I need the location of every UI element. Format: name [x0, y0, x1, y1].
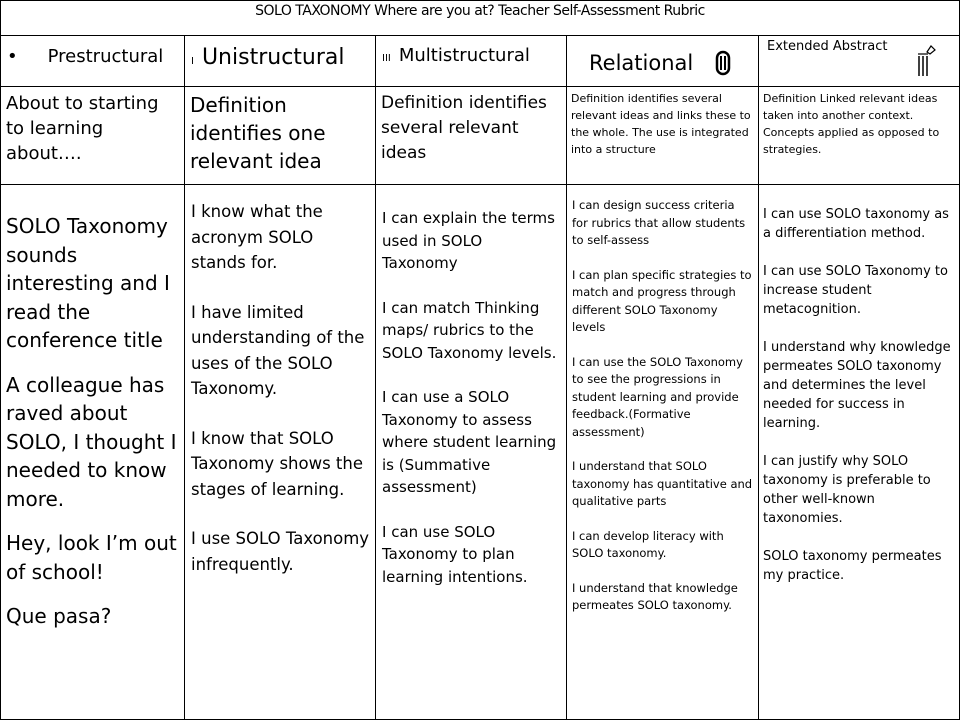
statement-item: SOLO taxonomy permeates my practice. [763, 549, 942, 583]
bullet-icon: • [7, 46, 18, 67]
statements-unistructural [184, 184, 376, 720]
unistructural-icon: I [191, 56, 194, 67]
statement-item: I can use the SOLO Taxonomy to see the progressions in student learning and provide feedback.(Formative assessment) [572, 354, 743, 439]
statements-relational [566, 184, 759, 720]
definition-prestructural-text: About to starting to learning about…. [6, 93, 159, 164]
relational-icon [715, 50, 731, 76]
header-extended-label: Extended Abstract [767, 39, 888, 54]
statement-item: I understand that SOLO taxonomy has quantitative and qualitative parts [572, 459, 753, 508]
statement-item: I know that SOLO Taxonomy shows the stages of learning. [191, 428, 364, 499]
statement-item: I can match Thinking maps/ rubrics to the SOLO Taxonomy levels. [382, 298, 557, 362]
header-prestructural [0, 35, 185, 87]
header-relational [566, 35, 759, 87]
definition-multistructural-text: Definition identifies several relevant ideas [381, 93, 547, 163]
statement-item: SOLO Taxonomy sounds interesting and I read the conference title [6, 214, 170, 352]
definition-multistructural [375, 86, 567, 185]
definition-extended-abstract [758, 86, 960, 185]
statement-item: I have limited understanding of the uses of the SOLO Taxonomy. [191, 302, 365, 398]
statements-extended-abstract [758, 184, 960, 720]
definition-extended-text: Definition Linked relevant ideas taken into another context. Concepts applied as opposed to strategies. [763, 92, 940, 156]
definition-relational [566, 86, 759, 185]
statement-item: I can justify why SOLO taxonomy is preferable to other well-known taxonomies. [763, 454, 931, 526]
rubric-title [0, 0, 960, 36]
statement-item: I can design success criteria for rubrics that allow students to self-assess [572, 198, 746, 247]
statement-item: I can develop literacy with SOLO taxonomy. [572, 528, 724, 560]
statement-item: I can use SOLO Taxonomy to plan learning intentions. [382, 522, 528, 586]
statement-item: I understand that knowledge permeates SOLO taxonomy. [572, 580, 738, 612]
statement-item: I understand why knowledge permeates SOLO taxonomy and determines the level needed for success in learning. [763, 340, 951, 431]
statement-item: A colleague has raved about SOLO, I thought I needed to know more. [6, 372, 177, 511]
header-unistructural [184, 35, 376, 87]
statement-item: I can use SOLO Taxonomy to increase student metacognition. [763, 264, 948, 317]
definition-prestructural [0, 86, 185, 185]
header-multistructural [375, 35, 567, 87]
statements-prestructural [0, 184, 185, 720]
header-multistructural-label: Multistructural [398, 45, 530, 66]
statement-item: Que pasa? [6, 604, 112, 628]
header-prestructural-label: Prestructural [47, 46, 164, 67]
definition-relational-text: Definition identifies several relevant ideas and links these to the whole. The use is integrated into a structure [571, 92, 751, 156]
extended-abstract-icon [915, 42, 937, 78]
definition-unistructural-text: Definition identifies one relevant idea [190, 93, 326, 173]
header-relational-label: Relational [589, 51, 694, 75]
statement-item: I can use a SOLO Taxonomy to assess where student learning is (Summative assessment) [382, 388, 557, 496]
statement-item: I use SOLO Taxonomy infrequently. [191, 529, 370, 574]
statement-item: I can use SOLO taxonomy as a differentiation method. [763, 207, 949, 241]
multistructural-icon: III [382, 53, 391, 64]
statements-multistructural [375, 184, 567, 720]
statement-item: I can explain the terms used in SOLO Taxonomy [382, 209, 555, 272]
header-unistructural-label: Unistructural [201, 45, 345, 70]
statement-item: I know what the acronym SOLO stands for. [191, 202, 323, 272]
definition-unistructural [184, 86, 376, 185]
rubric-title-text: SOLO TAXONOMY Where are you at? Teacher Self-Assessment Rubric [255, 3, 705, 19]
statement-item: I can plan specific strategies to match and progress through different SOLO Taxonomy levels [572, 267, 752, 334]
statement-item: Hey, look I’m out of school! [6, 531, 177, 584]
header-extended-abstract [758, 35, 960, 87]
